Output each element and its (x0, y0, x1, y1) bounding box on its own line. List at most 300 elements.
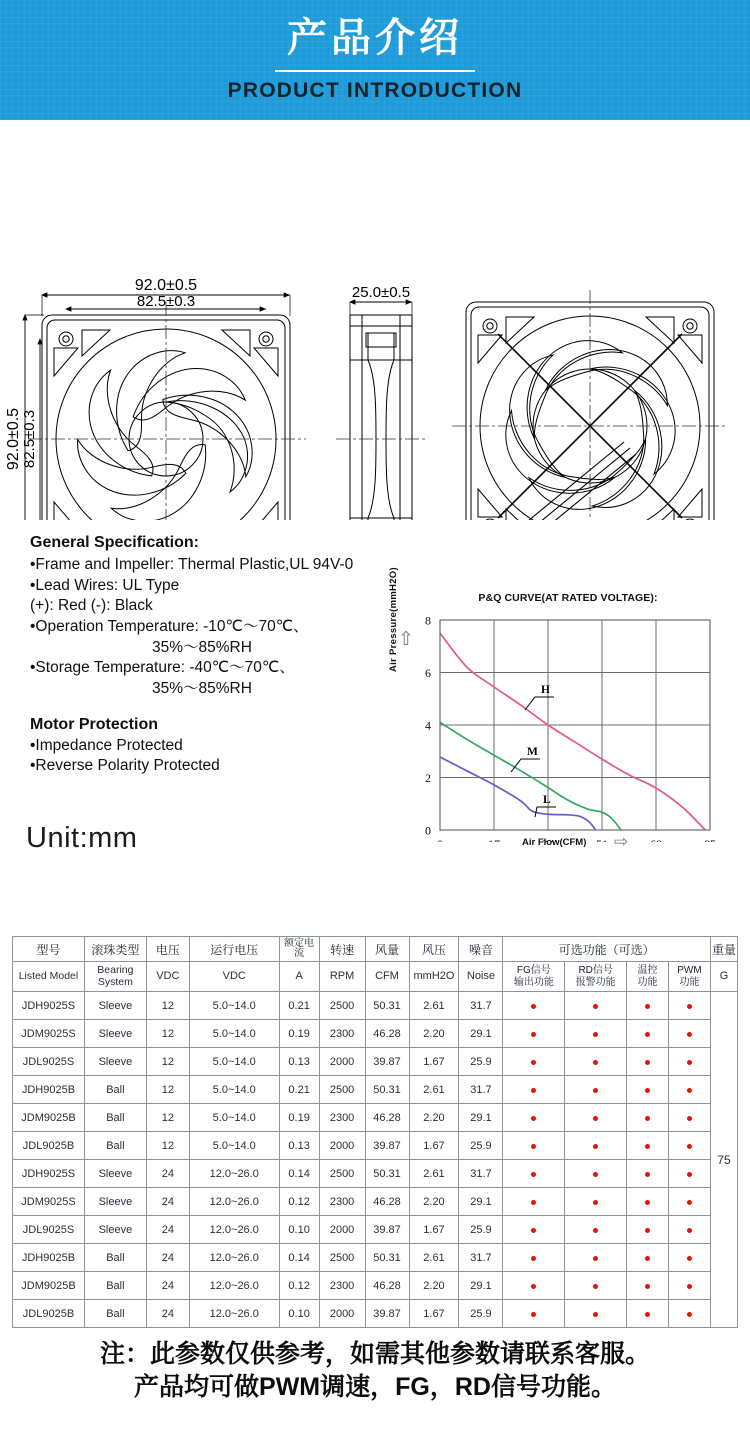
cell-current: 0.21 (279, 1076, 319, 1104)
table-row (13, 992, 738, 1020)
cell-operating-voltage: 5.0~14.0 (189, 1104, 279, 1132)
th-bearing-en: Bearing System (84, 962, 146, 992)
feature-supported-dot-icon (645, 1284, 650, 1289)
feature-supported-dot-icon (645, 1228, 650, 1233)
cell-operating-voltage: 12.0~26.0 (189, 1244, 279, 1272)
feature-supported-dot-icon (645, 1256, 650, 1261)
cell-rpm: 2300 (319, 1020, 365, 1048)
cell-rd (565, 1216, 627, 1244)
cell-rpm: 2500 (319, 1244, 365, 1272)
cell-operating-voltage: 5.0~14.0 (189, 1048, 279, 1076)
cell-bearing: Ball (84, 1076, 146, 1104)
cell-mmh2o: 1.67 (409, 1300, 459, 1328)
cell-noise: 31.7 (459, 1244, 503, 1272)
chart-x-tick-label (488, 837, 500, 842)
cell-voltage: 12 (146, 1104, 189, 1132)
table-row (13, 1244, 738, 1272)
feature-supported-dot-icon (593, 1032, 598, 1037)
cell-temp (627, 1132, 669, 1160)
cell-voltage: 24 (146, 1244, 189, 1272)
cell-cfm: 39.87 (365, 1216, 409, 1244)
cell-fg (503, 1272, 565, 1300)
cell-pwm (669, 1160, 711, 1188)
th-temp-control (627, 962, 669, 992)
feature-supported-dot-icon (593, 1200, 598, 1205)
cell-pwm (669, 1104, 711, 1132)
dim-height-inner-label: 82.5±0.3 (21, 409, 38, 469)
table-row (13, 1272, 738, 1300)
dim-thickness-label: 25.0±0.5 (351, 284, 411, 301)
banner-title-chinese: 产品介绍 (287, 16, 463, 61)
feature-supported-dot-icon (593, 1116, 598, 1121)
dim-width-inner-label: 82.5±0.3 (136, 293, 196, 310)
feature-supported-dot-icon (593, 1256, 598, 1261)
cell-pwm (669, 1272, 711, 1300)
th-fg-line1: FG信号 (516, 965, 551, 977)
cell-rd (565, 1076, 627, 1104)
cell-mmh2o: 2.20 (409, 1272, 459, 1300)
feature-supported-dot-icon (645, 1144, 650, 1149)
th-airflow-en: CFM (365, 962, 409, 992)
cell-voltage: 24 (146, 1300, 189, 1328)
cell-voltage: 24 (146, 1188, 189, 1216)
chart-series-label-l: L (543, 794, 551, 806)
cell-model: JDH9025B (13, 1076, 85, 1104)
cell-noise: 25.9 (459, 1132, 503, 1160)
th-operating-voltage-en: VDC (189, 962, 279, 992)
chart-series-line-m (440, 722, 621, 830)
table-row (13, 1300, 738, 1328)
cell-mmh2o: 1.67 (409, 1132, 459, 1160)
footer-note-line2: 产品均可做PWM调速，FG，RD信号功能。 (134, 1373, 616, 1401)
feature-supported-dot-icon (593, 1060, 598, 1065)
th-fg-line2: 输出功能 (513, 976, 554, 988)
cell-cfm: 50.31 (365, 992, 409, 1020)
cell-temp (627, 1104, 669, 1132)
feature-supported-dot-icon (687, 1004, 692, 1009)
feature-supported-dot-icon (531, 1116, 536, 1121)
cell-noise: 31.7 (459, 1160, 503, 1188)
cell-mmh2o: 2.61 (409, 992, 459, 1020)
chart-y-tick-label: 6 (425, 666, 431, 680)
spec-impedance-protected: •Impedance Protected (30, 736, 183, 754)
th-operating-voltage-cn: 运行电压 (189, 937, 279, 962)
cell-noise: 29.1 (459, 1272, 503, 1300)
spec-storage-humidity: 35%～85%RH (152, 679, 252, 697)
cell-noise: 29.1 (459, 1104, 503, 1132)
th-pressure-cn: 风压 (409, 937, 459, 962)
feature-supported-dot-icon (645, 1004, 650, 1009)
cell-cfm: 50.31 (365, 1244, 409, 1272)
cell-rd (565, 1188, 627, 1216)
cell-mmh2o: 2.20 (409, 1104, 459, 1132)
feature-supported-dot-icon (687, 1256, 692, 1261)
cell-mmh2o: 2.61 (409, 1076, 459, 1104)
cell-current: 0.19 (279, 1020, 319, 1048)
banner-title-english: PRODUCT INTRODUCTION (227, 79, 523, 103)
cell-model: JDM9025S (13, 1188, 85, 1216)
feature-supported-dot-icon (687, 1172, 692, 1177)
cell-rd (565, 1020, 627, 1048)
chart-x-tick-label (437, 837, 443, 842)
th-pressure-en: mmH2O (409, 962, 459, 992)
cell-operating-voltage: 5.0~14.0 (189, 1020, 279, 1048)
cell-bearing: Sleeve (84, 1160, 146, 1188)
cell-rd (565, 1300, 627, 1328)
cell-current: 0.21 (279, 992, 319, 1020)
cell-cfm: 46.28 (365, 1020, 409, 1048)
chart-x-tick-label (704, 837, 716, 842)
cell-current: 0.10 (279, 1216, 319, 1244)
cell-current: 0.19 (279, 1104, 319, 1132)
cell-model: JDL9025S (13, 1216, 85, 1244)
cell-fg (503, 1076, 565, 1104)
table-row (13, 1104, 738, 1132)
feature-supported-dot-icon (531, 1060, 536, 1065)
th-noise-cn: 噪音 (459, 937, 503, 962)
table-row (13, 1188, 738, 1216)
table-row (13, 1132, 738, 1160)
x-axis-arrow-icon: ⇨ (614, 832, 629, 851)
y-axis-arrow-icon: ⇧ (398, 629, 414, 650)
cell-voltage: 12 (146, 1020, 189, 1048)
chart-series-line-h (440, 633, 705, 830)
cell-bearing: Sleeve (84, 1188, 146, 1216)
cell-pwm (669, 1216, 711, 1244)
cell-voltage: 24 (146, 1272, 189, 1300)
th-fg-signal (503, 962, 565, 992)
fan-dimension-drawing (0, 120, 750, 520)
cell-pwm (669, 1188, 711, 1216)
feature-supported-dot-icon (531, 1172, 536, 1177)
cell-rd (565, 992, 627, 1020)
cell-rd (565, 1272, 627, 1300)
cell-mmh2o: 2.61 (409, 1160, 459, 1188)
cell-noise: 25.9 (459, 1300, 503, 1328)
feature-supported-dot-icon (531, 1284, 536, 1289)
cell-rpm: 2300 (319, 1188, 365, 1216)
chart-title: P&Q CURVE(AT RATED VOLTAGE): (478, 592, 658, 604)
chart-annotation-leader-m (511, 759, 540, 772)
feature-supported-dot-icon (687, 1088, 692, 1093)
cell-rd (565, 1132, 627, 1160)
feature-supported-dot-icon (593, 1284, 598, 1289)
feature-supported-dot-icon (531, 1032, 536, 1037)
cell-pwm (669, 992, 711, 1020)
cell-fg (503, 1244, 565, 1272)
cell-rpm: 2300 (319, 1104, 365, 1132)
specification-table (12, 936, 738, 1328)
feature-supported-dot-icon (531, 1200, 536, 1205)
cell-cfm: 39.87 (365, 1300, 409, 1328)
chart-x-axis-label: Air Flow(CFM) (522, 837, 587, 848)
cell-bearing: Ball (84, 1244, 146, 1272)
cell-rpm: 2000 (319, 1216, 365, 1244)
spec-operation-humidity: 35%～85%RH (152, 638, 252, 656)
cell-pwm (669, 1132, 711, 1160)
cell-fg (503, 1160, 565, 1188)
cell-noise: 29.1 (459, 1188, 503, 1216)
cell-noise: 25.9 (459, 1216, 503, 1244)
th-voltage-en: VDC (146, 962, 189, 992)
cell-operating-voltage: 5.0~14.0 (189, 1132, 279, 1160)
cell-temp (627, 1300, 669, 1328)
th-rd-line2: 报警功能 (575, 976, 616, 988)
general-spec-title: General Specification: (30, 534, 199, 551)
chart-series-label-m: M (527, 746, 538, 758)
cell-current: 0.10 (279, 1300, 319, 1328)
table-row (13, 1160, 738, 1188)
th-voltage-cn: 电压 (146, 937, 189, 962)
chart-annotation-leader-l (535, 807, 556, 817)
feature-supported-dot-icon (593, 1312, 598, 1317)
cell-fg (503, 1132, 565, 1160)
feature-supported-dot-icon (531, 1256, 536, 1261)
table-row (13, 1216, 738, 1244)
th-pwm-line2: 功能 (679, 976, 700, 988)
th-model-cn: 型号 (13, 937, 85, 962)
chart-x-tick-label (650, 837, 662, 842)
technical-drawing-section (0, 120, 750, 520)
cell-voltage: 12 (146, 1048, 189, 1076)
unit-label: Unit:mm (26, 822, 138, 854)
th-rated-current-en: A (279, 962, 319, 992)
cell-cfm: 46.28 (365, 1104, 409, 1132)
table-row (13, 1048, 738, 1076)
feature-supported-dot-icon (531, 1004, 536, 1009)
cell-rd (565, 1104, 627, 1132)
cell-mmh2o: 1.67 (409, 1216, 459, 1244)
cell-rpm: 2500 (319, 1160, 365, 1188)
cell-fg (503, 1300, 565, 1328)
table-row (13, 1076, 738, 1104)
cell-model: JDL9025B (13, 1300, 85, 1328)
motor-protection-title: Motor Protection (30, 715, 158, 733)
feature-supported-dot-icon (531, 1228, 536, 1233)
feature-supported-dot-icon (645, 1172, 650, 1177)
th-temp-line2: 功能 (637, 976, 658, 988)
cell-operating-voltage: 12.0~26.0 (189, 1188, 279, 1216)
cell-voltage: 24 (146, 1216, 189, 1244)
feature-supported-dot-icon (687, 1060, 692, 1065)
chart-y-tick-label: 8 (425, 613, 431, 628)
chart-series-line-l (440, 757, 596, 830)
spec-reverse-polarity-protected: •Reverse Polarity Protected (30, 757, 220, 775)
cell-rpm: 2000 (319, 1048, 365, 1076)
cell-rpm: 2500 (319, 992, 365, 1020)
dim-width-outer-label: 92.0±0.5 (134, 277, 198, 294)
feature-supported-dot-icon (593, 1228, 598, 1233)
cell-bearing: Ball (84, 1272, 146, 1300)
spec-lead-wires: •Lead Wires: UL Type (30, 576, 180, 594)
feature-supported-dot-icon (645, 1312, 650, 1317)
cell-voltage: 24 (146, 1160, 189, 1188)
feature-supported-dot-icon (531, 1312, 536, 1317)
cell-operating-voltage: 12.0~26.0 (189, 1216, 279, 1244)
spec-spacer (30, 700, 430, 714)
cell-current: 0.12 (279, 1188, 319, 1216)
feature-supported-dot-icon (593, 1088, 598, 1093)
pq-curve-chart (388, 567, 744, 854)
feature-supported-dot-icon (593, 1004, 598, 1009)
cell-operating-voltage: 12.0~26.0 (189, 1300, 279, 1328)
cell-bearing: Sleeve (84, 992, 146, 1020)
cell-temp (627, 992, 669, 1020)
spec-polarity-colors: (+): Red (-): Black (30, 597, 153, 615)
cell-rpm: 2500 (319, 1076, 365, 1104)
cell-voltage: 12 (146, 992, 189, 1020)
th-rd-line1: RD信号 (578, 965, 613, 977)
feature-supported-dot-icon (645, 1116, 650, 1121)
banner-divider (275, 70, 475, 72)
cell-noise: 25.9 (459, 1048, 503, 1076)
cell-rpm: 2000 (319, 1300, 365, 1328)
feature-supported-dot-icon (645, 1060, 650, 1065)
cell-fg (503, 992, 565, 1020)
cell-model: JDM9025B (13, 1104, 85, 1132)
cell-bearing: Sleeve (84, 1048, 146, 1076)
cell-rpm: 2300 (319, 1272, 365, 1300)
cell-current: 0.14 (279, 1160, 319, 1188)
cell-mmh2o: 2.61 (409, 1244, 459, 1272)
cell-current: 0.14 (279, 1244, 319, 1272)
cell-operating-voltage: 5.0~14.0 (189, 992, 279, 1020)
cell-noise: 31.7 (459, 1076, 503, 1104)
cell-temp (627, 1244, 669, 1272)
cell-mmh2o: 2.20 (409, 1020, 459, 1048)
th-bearing-cn: 滚珠类型 (84, 937, 146, 962)
cell-operating-voltage: 12.0~26.0 (189, 1272, 279, 1300)
feature-supported-dot-icon (645, 1088, 650, 1093)
feature-supported-dot-icon (687, 1284, 692, 1289)
feature-supported-dot-icon (645, 1200, 650, 1205)
cell-model: JDH9025B (13, 1244, 85, 1272)
cell-model: JDM9025S (13, 1020, 85, 1048)
cell-temp (627, 1216, 669, 1244)
chart-x-tick-label (596, 837, 608, 842)
th-temp-line1: 温控 (637, 965, 658, 977)
cell-operating-voltage: 12.0~26.0 (189, 1160, 279, 1188)
cell-weight: 75 (710, 992, 737, 1328)
cell-temp (627, 1272, 669, 1300)
chart-series-label-h: H (541, 684, 550, 696)
th-rd-signal (565, 962, 627, 992)
th-weight-en: G (710, 962, 737, 992)
cell-rd (565, 1048, 627, 1076)
chart-y-tick-label: 0 (425, 823, 431, 838)
cell-cfm: 39.87 (365, 1048, 409, 1076)
cell-fg (503, 1048, 565, 1076)
cell-fg (503, 1188, 565, 1216)
cell-mmh2o: 2.20 (409, 1188, 459, 1216)
cell-model: JDL9025B (13, 1132, 85, 1160)
th-pwm-line1: PWM (677, 965, 702, 977)
th-speed-en: RPM (319, 962, 365, 992)
cell-pwm (669, 1300, 711, 1328)
cell-bearing: Sleeve (84, 1216, 146, 1244)
cell-fg (503, 1020, 565, 1048)
cell-pwm (669, 1048, 711, 1076)
cell-fg (503, 1216, 565, 1244)
cell-pwm (669, 1020, 711, 1048)
cell-temp (627, 1160, 669, 1188)
chart-plot-area (392, 592, 744, 842)
cell-cfm: 50.31 (365, 1076, 409, 1104)
cell-pwm (669, 1076, 711, 1104)
cell-cfm: 46.28 (365, 1188, 409, 1216)
cell-mmh2o: 1.67 (409, 1048, 459, 1076)
cell-bearing: Ball (84, 1300, 146, 1328)
feature-supported-dot-icon (531, 1088, 536, 1093)
cell-rd (565, 1244, 627, 1272)
cell-temp (627, 1188, 669, 1216)
cell-temp (627, 1048, 669, 1076)
th-model-en: Listed Model (13, 962, 85, 992)
feature-supported-dot-icon (593, 1144, 598, 1149)
cell-temp (627, 1020, 669, 1048)
cell-voltage: 12 (146, 1132, 189, 1160)
chart-annotation-leader-h (525, 697, 554, 710)
table-header-row-chinese (13, 937, 738, 962)
cell-bearing: Sleeve (84, 1020, 146, 1048)
cell-current: 0.13 (279, 1048, 319, 1076)
table-row (13, 1020, 738, 1048)
cell-model: JDH9025S (13, 992, 85, 1020)
feature-supported-dot-icon (531, 1144, 536, 1149)
feature-supported-dot-icon (687, 1228, 692, 1233)
spec-operation-temperature: •Operation Temperature: -10℃～70℃、 (30, 618, 309, 636)
cell-noise: 29.1 (459, 1020, 503, 1048)
cell-bearing: Ball (84, 1104, 146, 1132)
spec-frame-impeller: •Frame and Impeller: Thermal Plastic,UL 94V-0 (30, 556, 354, 574)
table-header-row-english (13, 962, 738, 992)
general-specification-block (30, 532, 430, 777)
spec-storage-temperature: •Storage Temperature: -40℃～70℃、 (30, 659, 295, 677)
cell-operating-voltage: 5.0~14.0 (189, 1076, 279, 1104)
page-header-banner (0, 0, 750, 120)
cell-model: JDM9025B (13, 1272, 85, 1300)
chart-y-axis-label: Air Pressure(mmH2O) (388, 567, 399, 672)
cell-cfm: 50.31 (365, 1160, 409, 1188)
cell-bearing: Ball (84, 1132, 146, 1160)
table-body (13, 992, 738, 1328)
feature-supported-dot-icon (687, 1200, 692, 1205)
chart-y-tick-label: 2 (425, 771, 431, 785)
cell-fg (503, 1104, 565, 1132)
feature-supported-dot-icon (593, 1172, 598, 1177)
feature-supported-dot-icon (687, 1312, 692, 1317)
cell-current: 0.12 (279, 1272, 319, 1300)
th-noise-en: Noise (459, 962, 503, 992)
feature-supported-dot-icon (645, 1032, 650, 1037)
feature-supported-dot-icon (687, 1032, 692, 1037)
th-pwm-function (669, 962, 711, 992)
cell-model: JDL9025S (13, 1048, 85, 1076)
cell-noise: 31.7 (459, 992, 503, 1020)
feature-supported-dot-icon (687, 1116, 692, 1121)
feature-supported-dot-icon (687, 1144, 692, 1149)
th-weight-cn: 重量 (710, 937, 737, 962)
th-optional-functions-cn: 可选功能（可选） (503, 937, 711, 962)
th-airflow-cn: 风量 (365, 937, 409, 962)
cell-current: 0.13 (279, 1132, 319, 1160)
cell-voltage: 12 (146, 1076, 189, 1104)
cell-rd (565, 1160, 627, 1188)
chart-y-tick-label: 4 (425, 718, 431, 733)
footer-note (0, 1338, 750, 1404)
th-rated-current-cn: 额定电流 (279, 937, 319, 962)
footer-note-line1: 注：此参数仅供参考，如需其他参数请联系客服。 (99, 1340, 650, 1368)
